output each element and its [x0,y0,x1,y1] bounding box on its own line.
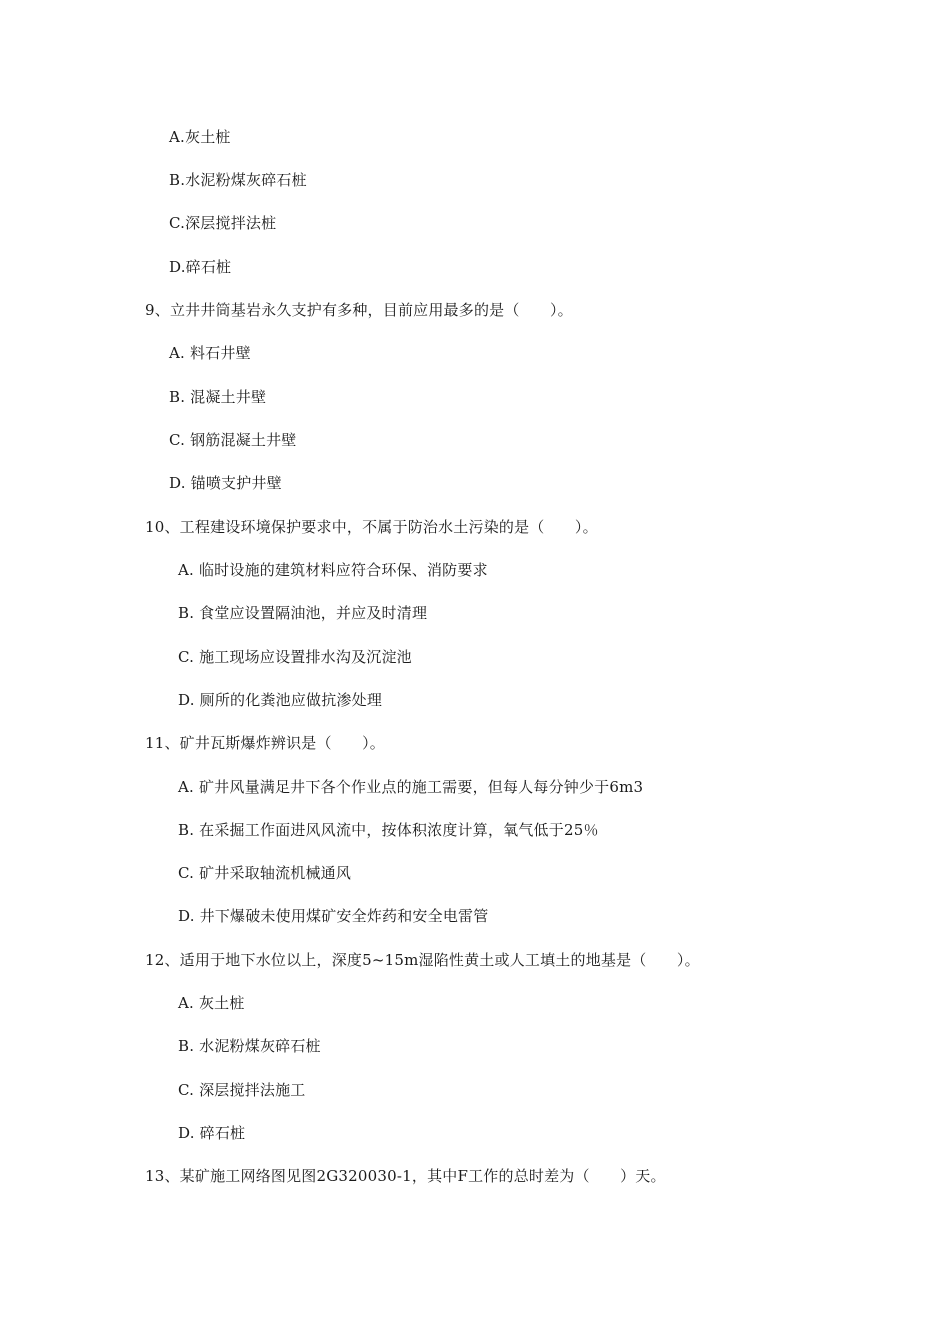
q10-option-b: B. 食堂应设置隔油池，并应及时清理 [178,604,428,622]
q12-option-c: C. 深层搅拌法施工 [178,1081,306,1099]
q9-option-a: A. 料石井壁 [169,344,251,362]
q10-option-c: C. 施工现场应设置排水沟及沉淀池 [178,648,412,666]
q9-stem: 9、立井井筒基岩永久支护有多种，目前应用最多的是（ ）。 [145,301,573,319]
q10-option-a: A. 临时设施的建筑材料应符合环保、消防要求 [178,561,488,579]
q11-option-b: B. 在采掘工作面进风风流中，按体积浓度计算，氧气低于25％ [178,821,599,839]
q12-option-a: A. 灰土桩 [178,994,245,1012]
q9-option-b: B. 混凝土井壁 [169,388,267,406]
q8-option-a: A.灰土桩 [169,128,231,146]
q11-option-a: A. 矿井风量满足井下各个作业点的施工需要，但每人每分钟少于6m3 [178,778,644,796]
q11-stem: 11、矿井瓦斯爆炸辨识是（ ）。 [145,734,385,752]
q12-stem: 12、适用于地下水位以上，深度5~15m湿陷性黄土或人工填土的地基是（ ）。 [145,951,700,969]
q11-option-c: C. 矿井采取轴流机械通风 [178,864,352,882]
q8-option-c: C.深层搅拌法桩 [169,214,277,232]
q8-option-b: B.水泥粉煤灰碎石桩 [169,171,307,189]
q11-option-d: D. 井下爆破未使用煤矿安全炸药和安全电雷管 [178,907,489,925]
q12-option-d: D. 碎石桩 [178,1124,246,1142]
q10-option-d: D. 厕所的化粪池应做抗渗处理 [178,691,383,709]
q12-option-b: B. 水泥粉煤灰碎石桩 [178,1037,321,1055]
q9-option-c: C. 钢筋混凝土井壁 [169,431,297,449]
q9-option-d: D. 锚喷支护井壁 [169,474,282,492]
q10-stem: 10、工程建设环境保护要求中，不属于防治水土污染的是（ ）。 [145,518,598,536]
q13-stem: 13、某矿施工网络图见图2G320030-1，其中F工作的总时差为（ ）天。 [145,1167,666,1185]
q8-option-d: D.碎石桩 [169,258,232,276]
